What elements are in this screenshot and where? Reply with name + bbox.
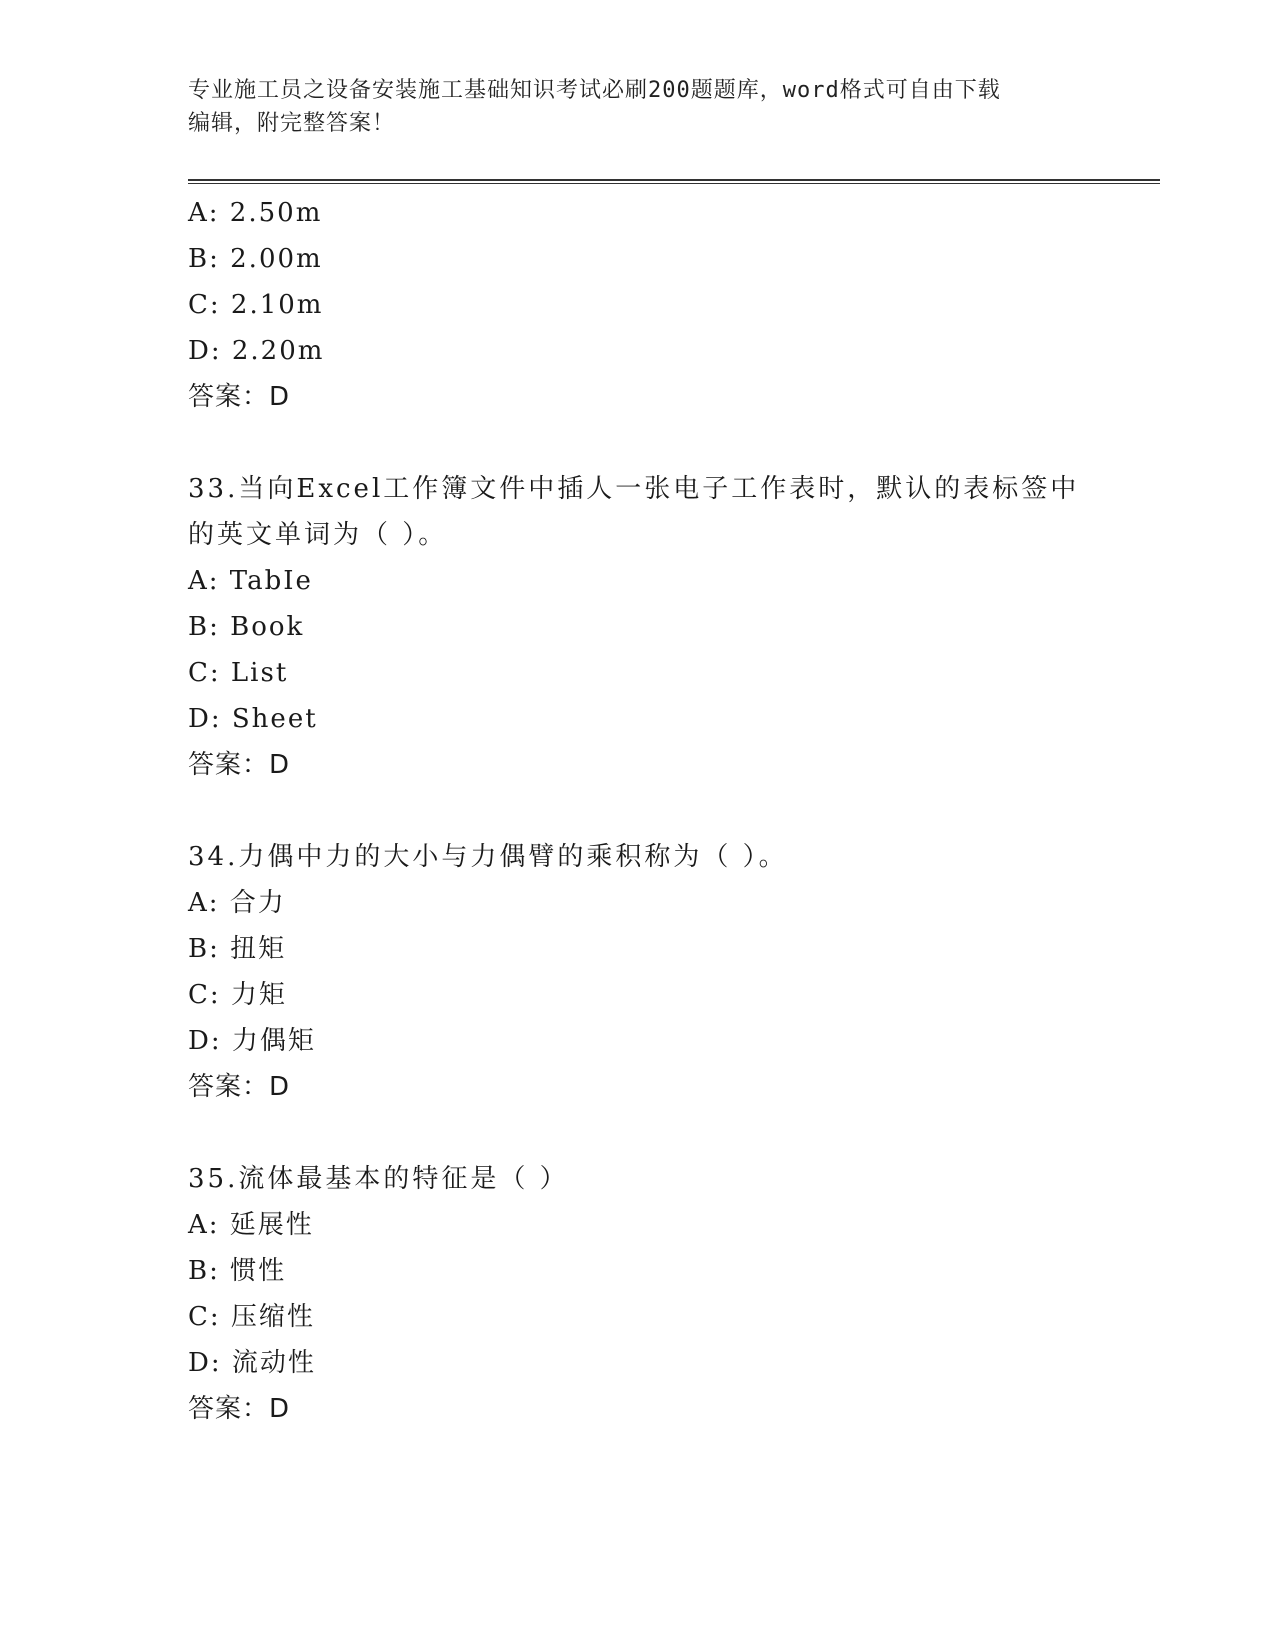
option-c: C: 2.10m (188, 290, 324, 320)
spacer (188, 788, 1088, 834)
answer-line: 答案：D (188, 382, 291, 412)
option-d: D: 力偶矩 (188, 1026, 316, 1056)
option-d: D: Sheet (188, 704, 318, 734)
question-stem: 33.当向Excel工作簿文件中插人一张电子工作表时，默认的表标签中 (188, 474, 1080, 504)
option-a: A: 2.50m (188, 198, 323, 228)
option-c: C: List (188, 658, 289, 688)
header-divider-thick (188, 179, 1160, 181)
option-a: A: 合力 (188, 888, 286, 918)
answer-line: 答案：D (188, 750, 291, 780)
question-content (188, 190, 1088, 1432)
answer-line: 答案：D (188, 1072, 291, 1102)
question-35-block (188, 1156, 1088, 1432)
header-divider-thin (188, 183, 1160, 184)
question-stem-cont: 的英文单词为（ ）。 (188, 520, 448, 550)
answer-line: 答案：D (188, 1394, 291, 1424)
question-33-block (188, 466, 1088, 788)
prev-question-block (188, 190, 1088, 420)
header-title-line1: 专业施工员之设备安装施工基础知识考试必刷200题题库，word格式可自由下载 (188, 78, 1001, 103)
option-d: D: 2.20m (188, 336, 325, 366)
option-b: B: Book (188, 612, 305, 642)
option-b: B: 2.00m (188, 244, 323, 274)
question-stem: 35.流体最基本的特征是（ ） (188, 1164, 569, 1194)
question-stem: 34.力偶中力的大小与力偶臂的乘积称为（ ）。 (188, 842, 788, 872)
option-c: C: 力矩 (188, 980, 287, 1010)
spacer (188, 1110, 1088, 1156)
option-a: A: TabIe (188, 566, 313, 596)
option-c: C: 压缩性 (188, 1302, 315, 1332)
option-b: B: 惯性 (188, 1256, 287, 1286)
question-34-block (188, 834, 1088, 1110)
spacer (188, 420, 1088, 466)
header-title-line2: 编辑，附完整答案！ (188, 111, 396, 136)
option-a: A: 延展性 (188, 1210, 314, 1240)
option-d: D: 流动性 (188, 1348, 316, 1378)
document-header (188, 74, 1088, 140)
option-b: B: 扭矩 (188, 934, 287, 964)
